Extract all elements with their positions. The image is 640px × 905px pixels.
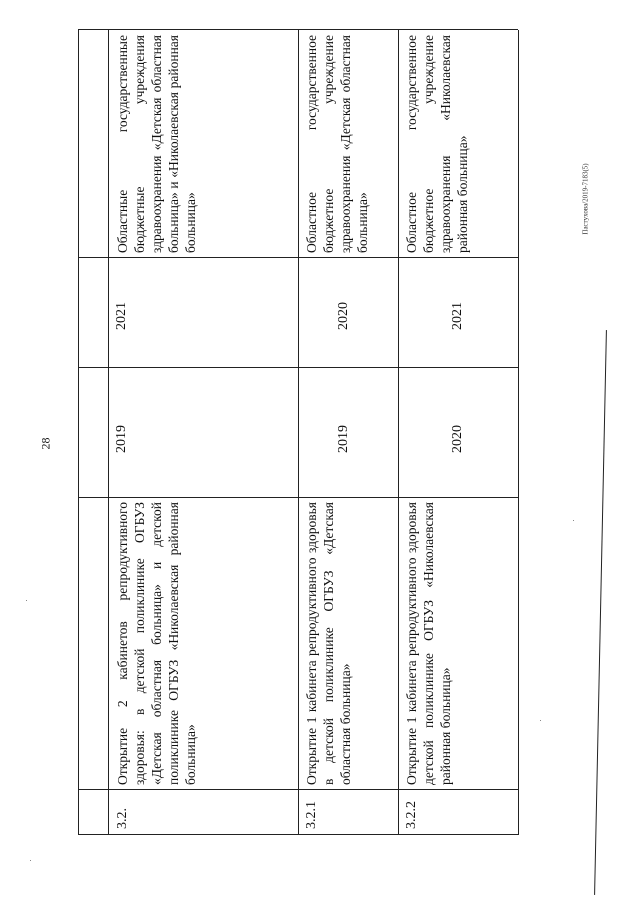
page-number: 28: [38, 437, 53, 450]
start-year: 2019: [336, 425, 351, 453]
footer-code: Пастухова/2019-7183(5): [581, 163, 590, 235]
row-number: 3.2.1: [304, 801, 319, 829]
table-rule: [78, 29, 518, 30]
table-rule: [78, 497, 518, 498]
table-rule: [78, 30, 79, 835]
row-number: 3.2.: [115, 808, 130, 829]
margin-line: [594, 330, 607, 895]
executor-text: Областное государственное бюджетное учреждение здравоохранения «Детская областная больница»: [304, 35, 370, 253]
event-text: Открытие 1 кабинета репродуктивного здоровья детской поликлинике ОГБУЗ «Николаевская районная больница»: [404, 502, 453, 785]
table-rule: [518, 30, 519, 835]
table-rule: [398, 30, 399, 835]
end-year: 2021: [114, 302, 129, 330]
scan-speck: [573, 520, 574, 521]
scan-speck: [540, 720, 541, 721]
event-text: Открытие 2 кабинетов репродуктивного здоровья: в детской поликлинике ОГБУЗ «Детская областная больница» и детской поликлинике ОГБУЗ «Николаевская районная больница»: [115, 502, 198, 785]
event-text: Открытие 1 кабинета репродуктивного здоровья в детской поликлинике ОГБУЗ «Детская областная больница»: [304, 502, 353, 785]
start-year: 2020: [450, 425, 465, 453]
row-number: 3.2.2: [404, 801, 419, 829]
start-year: 2019: [114, 425, 129, 453]
scanned-table: [78, 30, 518, 835]
table-rule: [298, 30, 299, 835]
table-rule: [108, 30, 109, 835]
table-rule: [78, 257, 518, 258]
scan-speck: [30, 860, 31, 861]
table-rule: [78, 367, 518, 368]
table-rule: [78, 834, 518, 835]
executor-text: Областные государственные бюджетные учреждения здравоохранения «Детская областная больница» и «Николаевская районная больница»: [115, 35, 198, 253]
scan-speck: [26, 600, 27, 601]
end-year: 2020: [336, 302, 351, 330]
table-rule: [78, 789, 518, 790]
end-year: 2021: [450, 302, 465, 330]
executor-text: Областное государственное бюджетное учреждение здравоохранения «Николаевская районная больница»: [404, 35, 470, 253]
